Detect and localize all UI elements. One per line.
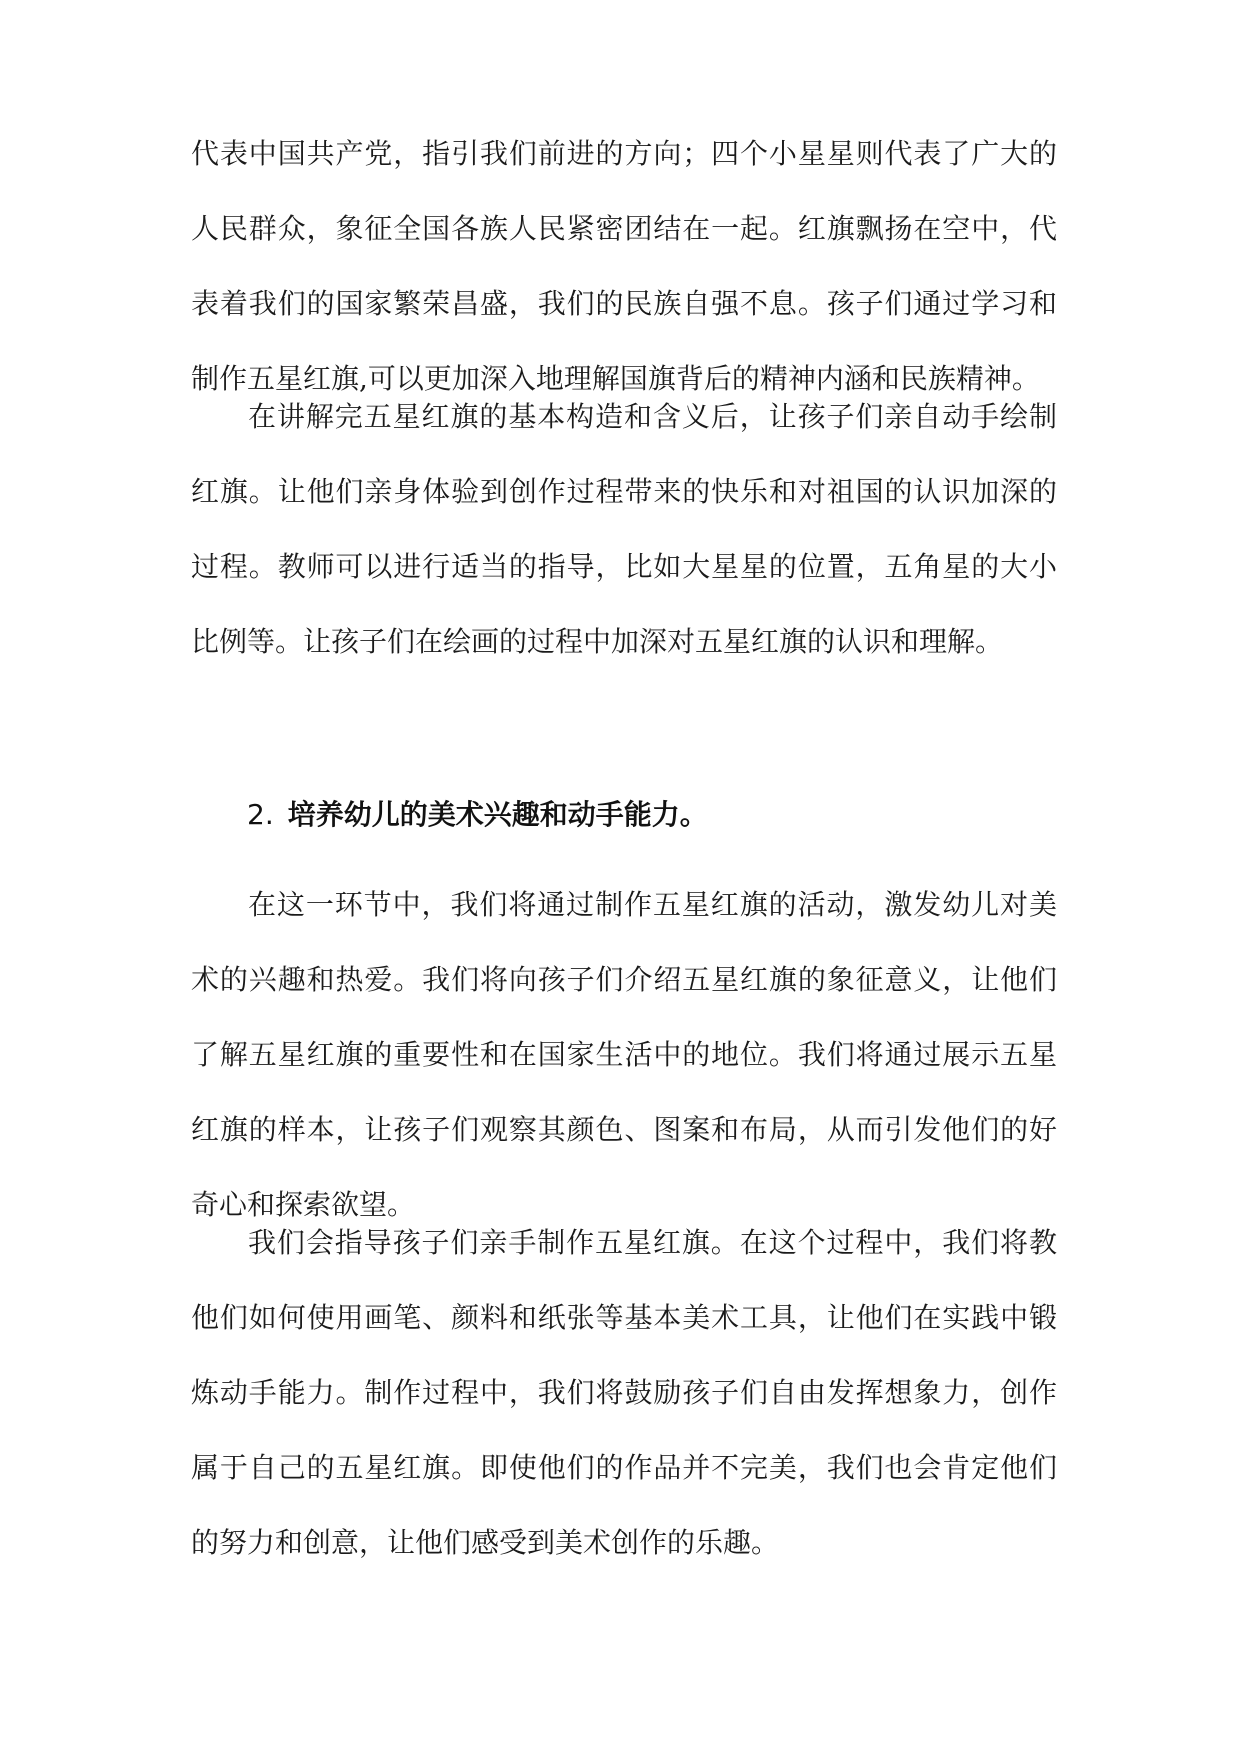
paragraph-flag-meaning: 代表中国共产党，指引我们前进的方向；四个小星星则代表了广大的人民群众，象征全国各族人民紧密团结在一起。红旗飘扬在空中，代表着我们的国家繁荣昌盛，我们的民族自强不息。孩子们通过学习和制作五星红旗,可以更加深入地理解国旗背后的精神内涵和民族精神。 — [191, 137, 1057, 395]
section-heading — [247, 777, 708, 852]
paragraph-art-interest: 在这一环节中，我们将通过制作五星红旗的活动，激发幼儿对美术的兴趣和热爱。我们将向孩子们介绍五星红旗的象征意义，让他们了解五星红旗的重要性和在国家生活中的地位。我们将通过展示五星红旗的样本，让孩子们观察其颜色、图案和布局，从而引发他们的好奇心和探索欲望。 — [191, 888, 1057, 1221]
section-number: 2. — [247, 798, 274, 831]
section-title: 培养幼儿的美术兴趣和动手能力。 — [287, 798, 708, 831]
paragraph-drawing-activity: 在讲解完五星红旗的基本构造和含义后，让孩子们亲自动手绘制红旗。让他们亲身体验到创作过程带来的快乐和对祖国的认识加深的过程。教师可以进行适当的指导，比如大星星的位置，五角星的大小比例等。让孩子们在绘画的过程中加深对五星红旗的认识和理解。 — [191, 400, 1057, 658]
paragraph-hands-on: 我们会指导孩子们亲手制作五星红旗。在这个过程中，我们将教他们如何使用画笔、颜料和纸张等基本美术工具，让他们在实践中锻炼动手能力。制作过程中，我们将鼓励孩子们自由发挥想象力，创作属于自己的五星红旗。即使他们的作品并不完美，我们也会肯定他们的努力和创意，让他们感受到美术创作的乐趣。 — [191, 1226, 1057, 1559]
